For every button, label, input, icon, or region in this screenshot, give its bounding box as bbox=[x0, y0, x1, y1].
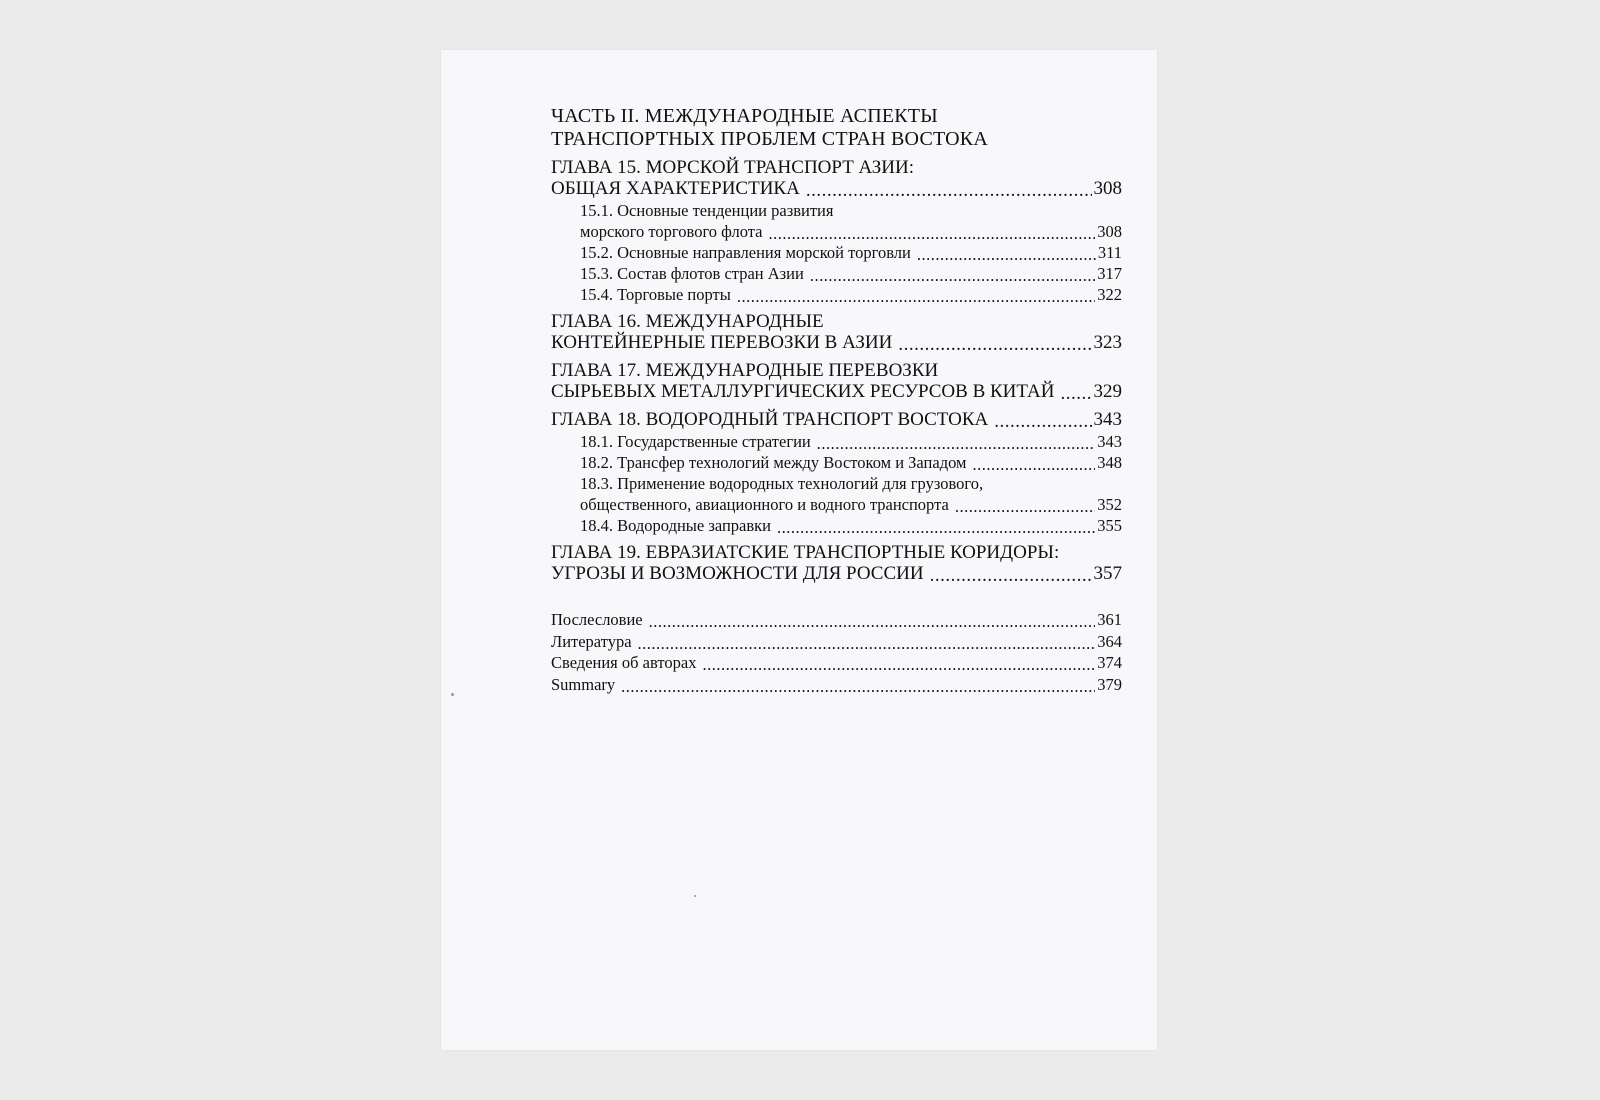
dot-leader bbox=[994, 412, 1091, 431]
entry-title: Литература bbox=[551, 631, 632, 651]
dot-leader bbox=[638, 636, 1096, 653]
section-entry bbox=[580, 494, 1122, 515]
section-15-4 bbox=[551, 284, 1122, 305]
chapter-15 bbox=[551, 157, 1122, 305]
part-title-line: ТРАНСПОРТНЫХ ПРОБЛЕМ СТРАН ВОСТОКА bbox=[551, 128, 988, 150]
entry-title: Сведения об авторах bbox=[551, 653, 697, 672]
entry-title: Послесловие bbox=[551, 610, 643, 629]
dot-leader bbox=[768, 226, 1095, 243]
section-title-line: общественного, авиационного и водного транспорта bbox=[580, 495, 949, 514]
entry-title: Summary bbox=[551, 674, 616, 694]
dot-leader bbox=[737, 289, 1095, 306]
section-title-line: 18.2. Трансфер технологий между Востоком и Западом bbox=[580, 453, 967, 472]
chapter-title-entry bbox=[551, 178, 1122, 200]
page-number: 348 bbox=[1097, 453, 1122, 472]
page-number: 364 bbox=[1097, 631, 1122, 651]
chapter-title-entry bbox=[551, 409, 1122, 431]
section-title-line: 15.1. Основные тенденции развития bbox=[580, 201, 834, 220]
section-entry bbox=[580, 221, 1122, 242]
chapter-19 bbox=[551, 542, 1122, 585]
page-number: 374 bbox=[1097, 653, 1122, 672]
dot-leader bbox=[649, 614, 1096, 631]
dot-leader bbox=[810, 268, 1095, 285]
chapter-title-entry bbox=[551, 563, 1122, 585]
page-number: 308 bbox=[1097, 222, 1122, 241]
back-matter-entry bbox=[551, 631, 1122, 653]
chapter-title-line: УГРОЗЫ И ВОЗМОЖНОСТИ ДЛЯ РОССИИ bbox=[551, 563, 924, 584]
section-entry bbox=[580, 515, 1122, 536]
section-title-line: 15.2. Основные направления морской торговли bbox=[580, 243, 911, 262]
page-number: 343 bbox=[1093, 409, 1122, 430]
chapter-title-line: ГЛАВА 18. ВОДОРОДНЫЙ ТРАНСПОРТ ВОСТОКА bbox=[551, 409, 989, 430]
page-number: 343 bbox=[1097, 432, 1122, 451]
chapter-title-line: ГЛАВА 15. МОРСКОЙ ТРАНСПОРТ АЗИИ: bbox=[551, 157, 915, 178]
back-matter-entry bbox=[551, 609, 1122, 631]
dot-leader bbox=[702, 657, 1095, 674]
section-entry bbox=[580, 284, 1122, 305]
dot-leader bbox=[621, 679, 1095, 696]
chapter-17 bbox=[551, 360, 1122, 403]
section-18-1 bbox=[551, 431, 1122, 452]
dot-leader bbox=[898, 335, 1091, 354]
page-number: 352 bbox=[1097, 495, 1122, 514]
section-15-1 bbox=[551, 200, 1122, 242]
section-18-3 bbox=[551, 473, 1122, 515]
page-number: 329 bbox=[1093, 381, 1122, 402]
dot-leader bbox=[806, 181, 1092, 200]
part-title-line: ЧАСТЬ II. МЕЖДУНАРОДНЫЕ АСПЕКТЫ bbox=[551, 105, 938, 127]
section-title-line: 18.4. Водородные заправки bbox=[580, 516, 771, 535]
chapter-title-line: СЫРЬЕВЫХ МЕТАЛЛУРГИЧЕСКИХ РЕСУРСОВ В КИТАЙ bbox=[551, 381, 1055, 402]
dot-leader bbox=[972, 457, 1095, 474]
dot-leader bbox=[930, 566, 1092, 585]
page-number: 322 bbox=[1097, 285, 1122, 304]
page-number: 323 bbox=[1093, 332, 1122, 353]
chapter-18 bbox=[551, 409, 1122, 536]
part-title bbox=[551, 105, 1122, 151]
page-number: 361 bbox=[1097, 610, 1122, 629]
dot-leader bbox=[955, 499, 1095, 516]
dot-leader bbox=[917, 247, 1096, 264]
page-number: 379 bbox=[1097, 674, 1122, 694]
section-18-2 bbox=[551, 452, 1122, 473]
table-of-contents bbox=[551, 105, 1122, 695]
section-entry bbox=[580, 431, 1122, 452]
page-number: 311 bbox=[1097, 243, 1122, 262]
paper-speck bbox=[451, 693, 454, 696]
section-entry bbox=[580, 242, 1122, 263]
chapter-title-line: КОНТЕЙНЕРНЫЕ ПЕРЕВОЗКИ В АЗИИ bbox=[551, 332, 893, 353]
section-title-line: морского торгового флота bbox=[580, 222, 763, 241]
chapter-16 bbox=[551, 311, 1122, 354]
section-title-line: 15.4. Торговые порты bbox=[580, 285, 731, 304]
section-15-3 bbox=[551, 263, 1122, 284]
back-matter-entry bbox=[551, 674, 1122, 696]
paper-speck bbox=[694, 895, 696, 897]
page-number: 308 bbox=[1093, 178, 1122, 199]
section-title-line: 18.1. Государственные стратегии bbox=[580, 432, 811, 451]
section-title-line: 15.3. Состав флотов стран Азии bbox=[580, 264, 804, 283]
section-entry bbox=[580, 452, 1122, 473]
chapter-title-line: ГЛАВА 16. МЕЖДУНАРОДНЫЕ bbox=[551, 311, 824, 332]
section-18-4 bbox=[551, 515, 1122, 536]
dot-leader bbox=[777, 520, 1095, 537]
page-number: 355 bbox=[1097, 516, 1122, 535]
back-matter-entry bbox=[551, 652, 1122, 674]
page-number: 357 bbox=[1093, 563, 1122, 584]
section-entry bbox=[580, 263, 1122, 284]
chapter-title-entry bbox=[551, 332, 1122, 354]
chapter-title-line: ОБЩАЯ ХАРАКТЕРИСТИКА bbox=[551, 178, 800, 199]
back-matter bbox=[551, 609, 1122, 695]
dot-leader bbox=[1061, 384, 1092, 403]
section-15-2 bbox=[551, 242, 1122, 263]
chapter-title-line: ГЛАВА 19. ЕВРАЗИАТСКИЕ ТРАНСПОРТНЫЕ КОРИДОРЫ: bbox=[551, 542, 1060, 563]
chapter-title-line: ГЛАВА 17. МЕЖДУНАРОДНЫЕ ПЕРЕВОЗКИ bbox=[551, 360, 939, 381]
chapter-title-entry bbox=[551, 381, 1122, 403]
dot-leader bbox=[817, 436, 1095, 453]
page-number: 317 bbox=[1097, 264, 1122, 283]
section-title-line: 18.3. Применение водородных технологий для грузового, bbox=[580, 474, 984, 493]
book-page bbox=[441, 50, 1157, 1050]
